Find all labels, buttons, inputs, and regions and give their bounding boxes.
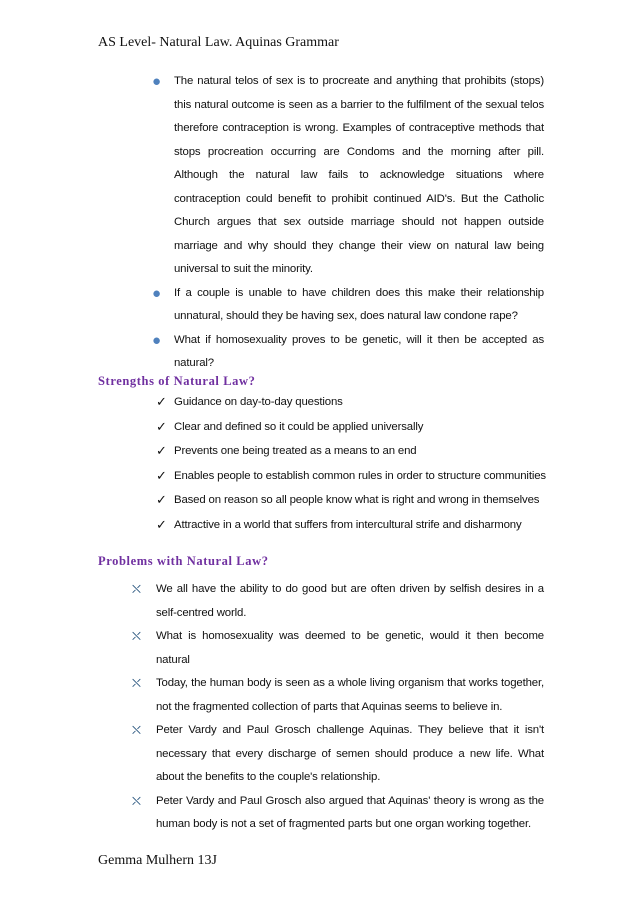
- bullet-text: The natural telos of sex is to procreate and anything that prohibits (stops) this natural outcome is seen as a barrier to the fulfilment of the sexual telos therefore contraception is wrong. Examples of contraceptive methods that stops procreation occurring are Condoms and the morning after pill. Although the natural law fails to acknowledge situations where contraception could benefit to prohibit continued AID's. But the Catholic Church argues that sex outside marriage should not happen outside marriage and why should they change their view on natural law being universal to suit the minority.: [174, 75, 544, 275]
- strength-text: Enables people to establish common rules in order to structure communities: [174, 469, 546, 482]
- list-item: [130, 578, 544, 625]
- cross-mark-icon: ⛌: [132, 582, 141, 596]
- bullet-icon: ●: [152, 284, 162, 302]
- check-mark-icon: ✓: [156, 516, 167, 532]
- problems-heading: Problems with Natural Law?: [98, 554, 269, 568]
- list-item: [156, 488, 546, 513]
- cross-mark-icon: ⛌: [132, 676, 141, 690]
- bullet-icon: ●: [152, 73, 162, 90]
- check-mark-icon: ✓: [156, 418, 167, 434]
- problem-text: We all have the ability to do good but are often driven by selfish desires in a self-centred world.: [156, 583, 544, 619]
- list-item: [130, 790, 544, 837]
- strengths-list: [156, 390, 546, 537]
- cross-mark-icon: ⛌: [132, 723, 141, 737]
- cross-mark-icon: ⛌: [132, 793, 141, 808]
- problem-text: Peter Vardy and Paul Grosch challenge Aquinas. They believe that it isn't necessary that every discharge of semen should produce a new life. What about the benefits to the couple's relationship.: [156, 724, 544, 783]
- list-item: [130, 625, 544, 672]
- list-item: [156, 513, 546, 538]
- page-footer: Gemma Mulhern 13J: [98, 853, 217, 868]
- telos-bullet-list: [152, 70, 544, 376]
- list-item: [130, 672, 544, 719]
- list-item: [156, 390, 546, 415]
- strength-text: Clear and defined so it could be applied universally: [174, 420, 424, 433]
- list-item: [156, 439, 546, 464]
- strength-text: Prevents one being treated as a means to an end: [174, 445, 417, 457]
- list-item: [152, 329, 544, 376]
- cross-mark-icon: ⛌: [132, 629, 141, 643]
- strengths-heading: Strengths of Natural Law?: [98, 374, 256, 388]
- check-mark-icon: ✓: [156, 443, 167, 458]
- strength-text: Based on reason so all people know what is right and wrong in themselves: [174, 494, 540, 506]
- check-mark-icon: ✓: [156, 467, 167, 483]
- strength-text: Attractive in a world that suffers from intercultural strife and disharmony: [174, 518, 522, 531]
- problem-text: Peter Vardy and Paul Grosch also argued that Aquinas' theory is wrong as the human body is not a set of fragmented parts but one organ working together.: [156, 794, 544, 830]
- problem-text: Today, the human body is seen as a whole living organism that works together, not the fragmented collection of parts that Aquinas seems to believe in.: [156, 677, 544, 713]
- bullet-icon: ●: [152, 331, 162, 349]
- list-item: [152, 70, 544, 282]
- list-item: [152, 282, 544, 329]
- problem-text: What is homosexuality was deemed to be genetic, would it then become natural: [156, 630, 544, 666]
- check-mark-icon: ✓: [156, 492, 167, 507]
- list-item: [156, 464, 546, 489]
- strength-text: Guidance on day-to-day questions: [174, 396, 343, 408]
- bullet-text: What if homosexuality proves to be genetic, will it then be accepted as natural?: [174, 333, 544, 369]
- check-mark-icon: ✓: [156, 394, 167, 409]
- list-item: [130, 719, 544, 790]
- list-item: [156, 415, 546, 440]
- bullet-text: If a couple is unable to have children does this make their relationship unnatural, should they be having sex, does natural law condone rape?: [174, 286, 544, 322]
- page-header: AS Level- Natural Law. Aquinas Grammar: [98, 35, 339, 50]
- problems-list: [130, 578, 544, 837]
